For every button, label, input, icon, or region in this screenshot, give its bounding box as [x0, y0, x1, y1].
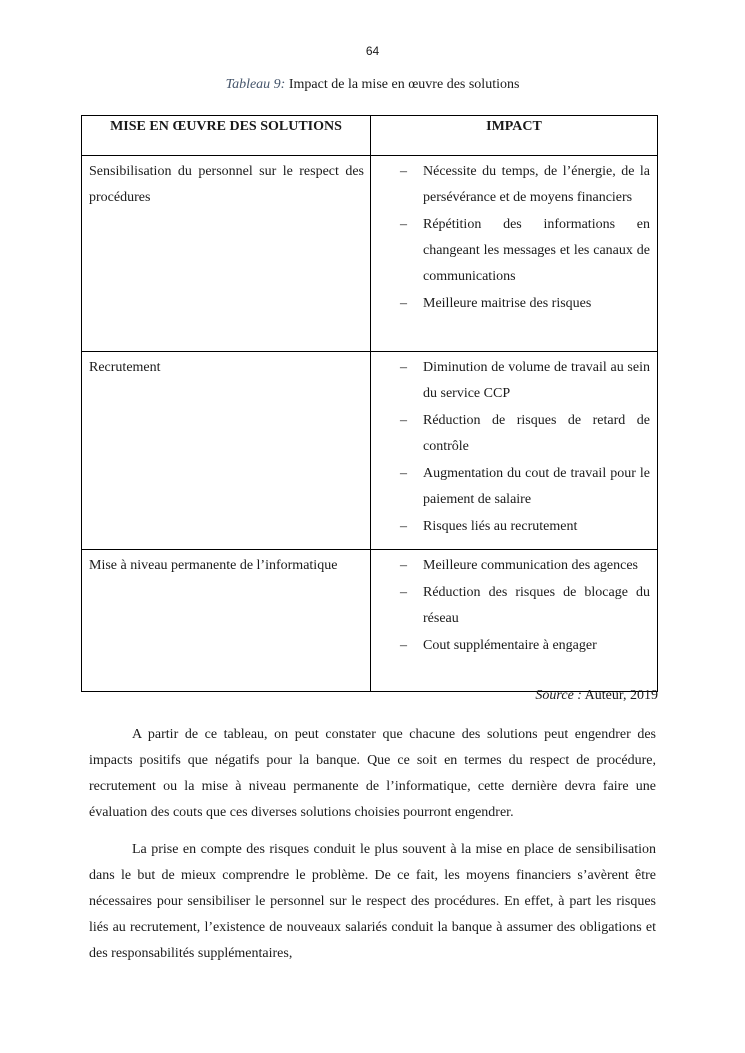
impact-item: [400, 159, 650, 211]
impact-text: Meilleure communication des agences: [423, 558, 638, 573]
impact-item: [400, 633, 650, 659]
page-number: 64: [365, 44, 380, 58]
solution-cell: Recrutement: [82, 352, 371, 550]
impact-text: Réduction de risques de retard de contrôle: [423, 413, 650, 454]
impact-text: Réduction des risques de blocage du réseau: [423, 585, 650, 626]
source-text: Auteur, 2019: [581, 688, 658, 703]
dash-bullet: –: [400, 638, 407, 653]
impact-item: [400, 553, 650, 579]
impact-text: Diminution de volume de travail au sein du service CCP: [423, 360, 650, 401]
impact-list: [400, 553, 650, 659]
caption-label: Tableau 9:: [225, 77, 286, 92]
table-source: [81, 688, 658, 704]
dash-bullet: –: [400, 466, 407, 481]
dash-bullet: –: [400, 413, 407, 428]
impact-text: Meilleure maitrise des risques: [423, 296, 592, 311]
dash-bullet: –: [400, 585, 407, 600]
dash-bullet: –: [400, 519, 407, 534]
impact-item: [400, 408, 650, 460]
impact-item: [400, 580, 650, 632]
impact-list: [400, 159, 650, 317]
table-header-row: [82, 116, 658, 156]
dash-bullet: –: [400, 558, 407, 573]
header-solutions: MISE EN ŒUVRE DES SOLUTIONS: [82, 116, 371, 156]
source-label: Source :: [535, 688, 582, 703]
solution-cell: Sensibilisation du personnel sur le respect des procédures: [82, 156, 371, 352]
impact-cell: [371, 550, 658, 692]
impact-text: Nécessite du temps, de l’énergie, de la persévérance et de moyens financiers: [423, 164, 650, 205]
impact-text: Augmentation du cout de travail pour le paiement de salaire: [423, 466, 650, 507]
impact-text: Cout supplémentaire à engager: [423, 638, 597, 653]
impact-text: Répétition des informations en changeant les messages et les canaux de communications: [423, 217, 650, 284]
impact-item: [400, 461, 650, 513]
dash-bullet: –: [400, 296, 407, 311]
solution-cell: Mise à niveau permanente de l’informatique: [82, 550, 371, 692]
impact-list: [400, 355, 650, 540]
impact-text: Risques liés au recrutement: [423, 519, 578, 534]
header-impact: IMPACT: [371, 116, 658, 156]
table-row: [82, 156, 658, 352]
table-row: [82, 550, 658, 692]
dash-bullet: –: [400, 164, 407, 179]
impact-cell: [371, 156, 658, 352]
body-paragraph: A partir de ce tableau, on peut constater que chacune des solutions peut engendrer des impacts positifs que négatifs pour la banque. Que ce soit en termes du respect de procédure, recrutement ou la mise à niveau permanente de l’informatique, cette dernière devra faire une évaluation des couts que ces diverses solutions choisies pourront engendrer.: [89, 727, 656, 820]
caption-text: Impact de la mise en œuvre des solutions: [285, 77, 520, 92]
impact-item: [400, 355, 650, 407]
impact-item: [400, 212, 650, 290]
impact-item: [400, 291, 650, 317]
table-row: [82, 352, 658, 550]
dash-bullet: –: [400, 217, 407, 232]
solutions-impact-table: [81, 115, 658, 692]
body-paragraph: La prise en compte des risques conduit le plus souvent à la mise en place de sensibilisation dans le but de mieux comprendre le problème. De ce fait, les moyens financiers s’avèrent être nécessaires pour sensibiliser le personnel sur le respect des procédures. En effet, à part les risques liés au recrutement, l’existence de nouveaux salariés conduit la banque à assumer des obligations et des responsabilités supplémentaires,: [89, 842, 656, 961]
dash-bullet: –: [400, 360, 407, 375]
impact-cell: [371, 352, 658, 550]
table-caption: [0, 77, 745, 93]
impact-item: [400, 514, 650, 540]
